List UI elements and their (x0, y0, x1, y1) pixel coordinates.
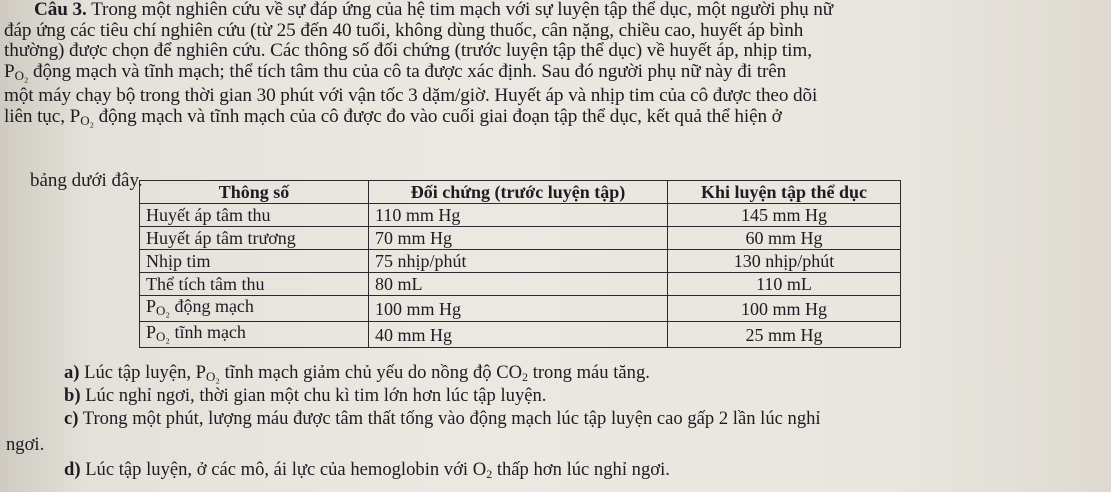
question-text: P (4, 60, 15, 82)
table-caption (30, 170, 143, 192)
cell-exercise: 145 mm Hg (668, 204, 901, 227)
table-row (140, 296, 901, 322)
option-d (64, 459, 670, 485)
table-row (140, 204, 901, 227)
option-text: Lúc tập luyện, P (79, 362, 207, 383)
option-label: a) (64, 362, 80, 383)
data-table (139, 180, 901, 348)
option-label: c) (64, 408, 79, 429)
table-row (140, 273, 901, 296)
question-text: liên tục, P (4, 105, 81, 127)
table-row (140, 322, 901, 348)
header-parameter: Thông số (140, 181, 369, 204)
subscript: O₂ (14, 67, 29, 83)
cell-exercise: 110 mL (668, 273, 901, 296)
subscript: O₂ (206, 369, 220, 384)
option-text: Lúc nghỉ ngơi, thời gian một chu kì tim lớn hơn lúc tập luyện. (80, 385, 547, 406)
option-c (64, 408, 821, 430)
table-row (140, 250, 901, 273)
option-c-continued (6, 434, 44, 456)
question-text: động mạch và tĩnh mạch; thể tích tâm thu của cô ta được xác định. Sau đó người phụ nữ này đi trên (28, 60, 787, 82)
subscript: 2 (486, 467, 493, 481)
subscript: 2 (522, 370, 529, 384)
table-row (140, 227, 901, 250)
cell-exercise: 25 mm Hg (668, 322, 901, 348)
question-line-4 (4, 62, 1104, 87)
option-text: Lúc tập luyện, ở các mô, ái lực của hemoglobin với O (80, 459, 487, 480)
cell-control: 80 mL (369, 273, 668, 296)
option-text: trong máu tăng. (528, 362, 650, 383)
subscript: O₂ (80, 112, 94, 128)
question-line-3 (4, 41, 1104, 62)
question-paragraph (4, 0, 1104, 132)
question-line-2 (4, 21, 1104, 42)
cell-parameter: Huyết áp tâm thu (140, 204, 369, 227)
cell-parameter: Thể tích tâm thu (140, 273, 369, 296)
question-text: động mạch và tĩnh mạch của cô được đo vào cuối giai đoạn tập thể dục, kết quả thể hiện ở (93, 105, 782, 127)
question-text: đáp ứng các tiêu chí nghiên cứu (từ 25 đến 40 tuổi, không dùng thuốc, cân nặng, chiều cao, huyết áp bình (4, 19, 804, 41)
question-line-6 (4, 107, 1104, 132)
param-p: P (146, 322, 157, 342)
option-text: tĩnh mạch giảm chủ yếu do nồng độ CO (219, 362, 523, 383)
option-label: b) (64, 385, 81, 406)
header-control: Đối chứng (trước luyện tập) (369, 181, 668, 204)
table-header-row (140, 181, 901, 204)
question-text: Trong một nghiên cứu về sự đáp ứng của hệ tim mạch với sự luyện tập thể dục, một người phụ nữ (91, 0, 834, 20)
question-text: bảng dưới đây. (30, 170, 143, 191)
question-label: Câu 3. (34, 0, 87, 20)
cell-parameter (140, 296, 369, 322)
param-rest: động mạch (169, 296, 254, 316)
cell-exercise: 60 mm Hg (668, 227, 901, 250)
param-p: P (146, 296, 157, 316)
cell-exercise: 100 mm Hg (668, 296, 901, 322)
subscript: O₂ (156, 303, 170, 318)
option-b (64, 385, 546, 407)
cell-parameter: Huyết áp tâm trương (140, 227, 369, 250)
cell-control: 70 mm Hg (369, 227, 668, 250)
question-line-5 (4, 86, 1104, 107)
question-line-1 (4, 0, 1104, 21)
cell-control: 100 mm Hg (369, 296, 668, 322)
cell-parameter: Nhịp tim (140, 250, 369, 273)
cell-control: 40 mm Hg (369, 322, 668, 348)
param-rest: tĩnh mạch (169, 322, 246, 342)
cell-parameter (140, 322, 369, 348)
cell-control: 110 mm Hg (369, 204, 668, 227)
cell-exercise: 130 nhịp/phút (668, 250, 901, 273)
option-text: ngơi. (6, 434, 45, 455)
option-text: thấp hơn lúc nghỉ ngơi. (492, 459, 670, 480)
header-exercise: Khi luyện tập thể dục (668, 181, 901, 204)
subscript: O₂ (156, 329, 170, 344)
option-label: d) (64, 459, 81, 480)
question-text: thường) được chọn để nghiên cứu. Các thông số đối chứng (trước luyện tập thể dục) về huyết áp, nhịp tim, (4, 40, 812, 62)
question-text: một máy chạy bộ trong thời gian 30 phút với vận tốc 3 dặm/giờ. Huyết áp và nhịp tim của cô được theo dõi (4, 85, 818, 107)
cell-control: 75 nhịp/phút (369, 250, 668, 273)
option-text: Trong một phút, lượng máu được tâm thất tống vào động mạch lúc tập luyện cao gấp 2 lần lúc nghỉ (78, 408, 821, 429)
